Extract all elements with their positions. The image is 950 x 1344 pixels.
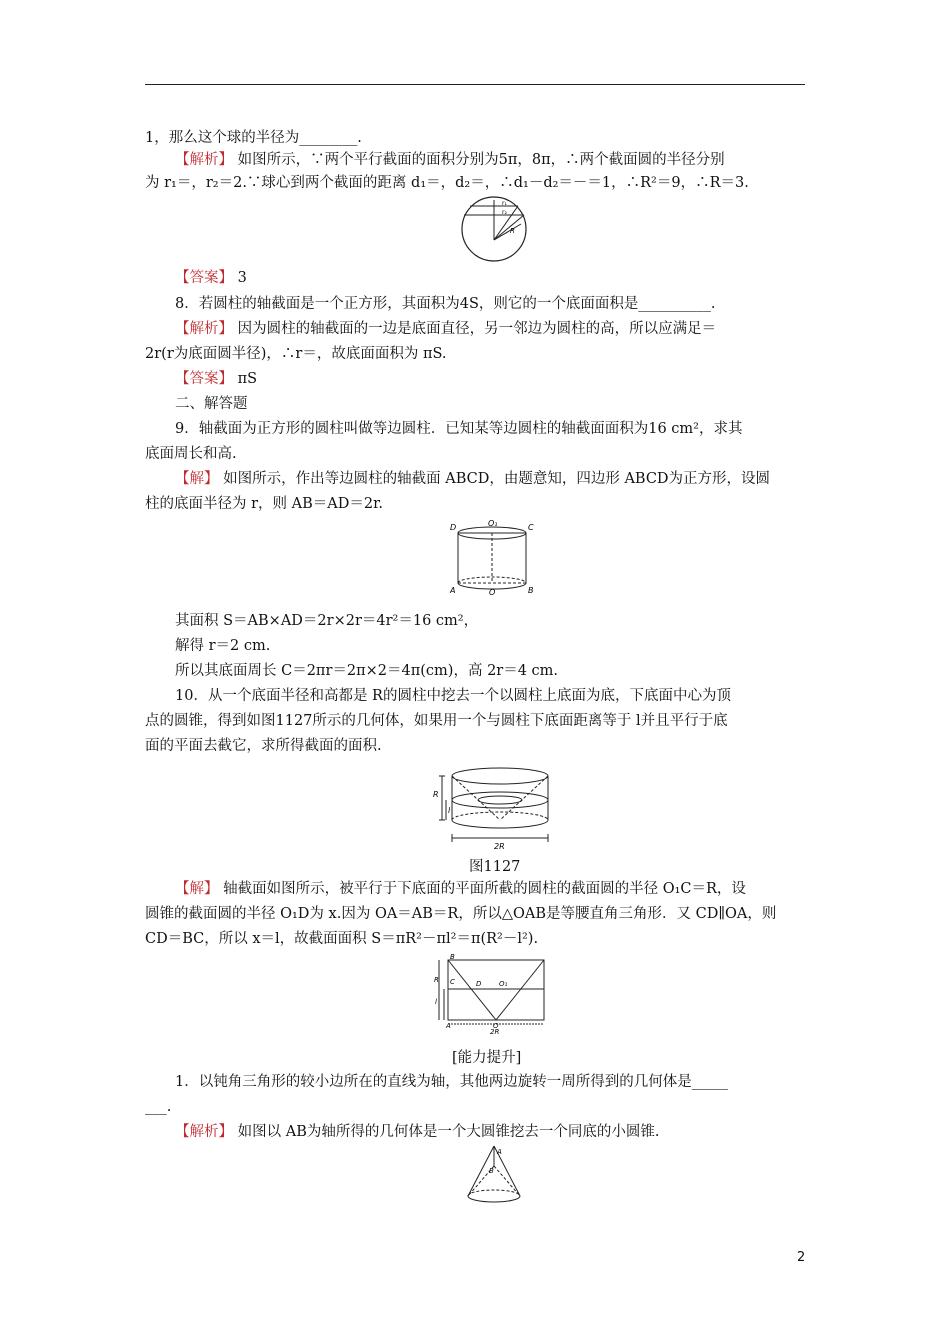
fig-label: r₂ bbox=[502, 209, 507, 216]
text-line: 【解析】 因为圆柱的轴截面的一边是底面直径，另一邻边为圆柱的高，所以应满足＝ bbox=[175, 321, 717, 337]
answer-tag: 【答案】 bbox=[175, 371, 233, 387]
solution-tag: 【解】 bbox=[175, 471, 219, 487]
text-line: 【解】 轴截面如图所示，被平行于下底面的平面所截的圆柱的截面圆的半径 O₁C＝R，设 bbox=[175, 881, 746, 897]
text-line: 所以其底面周长 C＝2πr＝2π×2＝4π(cm)，高 2r＝4 cm. bbox=[175, 663, 559, 679]
text-line: CD＝BC，所以 x＝l，故截面面积 S＝πR²－πl²＝π(R²－l²). bbox=[145, 931, 539, 947]
fig-label: A bbox=[497, 1148, 502, 1156]
text-line: ___. bbox=[145, 1099, 172, 1115]
fig-label: 2R bbox=[490, 1028, 500, 1034]
fig-label: A bbox=[450, 586, 456, 595]
text-line: 面的平面去截它，求所得截面的面积. bbox=[145, 738, 382, 754]
fig-label: R bbox=[433, 790, 439, 799]
fig-label: C bbox=[450, 978, 455, 986]
fig-label: B bbox=[528, 586, 534, 595]
analysis-tag: 【解析】 bbox=[175, 321, 233, 337]
fig-label: R bbox=[510, 227, 515, 235]
fig-label: 2R bbox=[494, 842, 505, 850]
fig-label: D bbox=[476, 980, 482, 988]
text-line: 2r(r为底面圆半径)，∴r＝，故底面面积为 πS. bbox=[145, 346, 447, 362]
text-line: 【解析】 如图以 AB为轴所得的几何体是一个大圆锥挖去一个同底的小圆锥. bbox=[175, 1124, 660, 1140]
analysis-tag: 【解析】 bbox=[175, 1124, 233, 1140]
text-line: 为 r₁＝，r₂＝2.∵球心到两个截面的距离 d₁＝，d₂＝，∴d₁－d₂＝－＝1，∴R²＝9，∴R＝3. bbox=[145, 175, 749, 191]
text-line: 【解析】 如图所示，∵两个平行截面的面积分别为5π，8π，∴两个截面圆的半径分别 bbox=[175, 152, 725, 168]
header-rule bbox=[145, 84, 805, 85]
fig-label: D bbox=[450, 523, 457, 532]
fig-label: C bbox=[528, 523, 534, 532]
fig-label: O₁ bbox=[499, 980, 508, 988]
text-line: 【答案】 3 bbox=[175, 270, 247, 286]
fig-label: A bbox=[446, 1022, 451, 1030]
section-title: [能力提升] bbox=[452, 1050, 522, 1066]
hollowed-cylinder-figure bbox=[432, 764, 556, 850]
text-line: 圆锥的截面圆的半径 O₁D为 x.因为 OA＝AB＝R，所以△OAB是等腰直角三角形．又 CD∥OA，则 bbox=[145, 906, 777, 922]
analysis-tag: 【解析】 bbox=[175, 152, 233, 168]
section-heading: 二、解答题 bbox=[175, 396, 248, 412]
figure-caption: 图1127 bbox=[469, 859, 521, 875]
page-number: 2 bbox=[797, 1250, 806, 1265]
fig-label: O bbox=[493, 1022, 499, 1030]
text-line: 解得 r＝2 cm. bbox=[175, 638, 271, 654]
fig-label: l bbox=[435, 998, 437, 1006]
fig-label: O bbox=[489, 588, 496, 597]
text-line: 点的圆锥，得到如图1127所示的几何体，如果用一个与圆柱下底面距离等于 l并且平行于底 bbox=[145, 713, 728, 729]
fig-label: l bbox=[448, 806, 451, 815]
fig-label: O₁ bbox=[488, 519, 498, 528]
text-line: 【答案】 πS bbox=[175, 371, 258, 387]
fig-label: R bbox=[434, 976, 439, 984]
text-line: 柱的底面半径为 r，则 AB＝AD＝2r. bbox=[145, 496, 384, 512]
text-line: 1．以钝角三角形的较小边所在的直线为轴，其他两边旋转一周所得到的几何体是_____ bbox=[175, 1074, 728, 1090]
fig-label: B bbox=[450, 953, 455, 961]
text-line: 其面积 S＝AB×AD＝2r×2r＝4r²＝16 cm²， bbox=[175, 613, 479, 629]
text-line: 9．轴截面为正方形的圆柱叫做等边圆柱．已知某等边圆柱的轴截面面积为16 cm²，求其 bbox=[175, 421, 743, 437]
fig-label: B bbox=[489, 1167, 494, 1175]
text-line: 【解】 如图所示，作出等边圆柱的轴截面 ABCD，由题意知，四边形 ABCD为正方形，设圆 bbox=[175, 471, 771, 487]
fig-label: r₁ bbox=[502, 200, 507, 207]
text-line: 1，那么这个球的半径为________. bbox=[145, 130, 362, 146]
axial-section-figure bbox=[434, 952, 552, 1034]
text-line: 8．若圆柱的轴截面是一个正方形，其面积为4S，则它的一个底面面积是__________. bbox=[175, 296, 716, 312]
text-line: 底面周长和高. bbox=[145, 446, 237, 462]
cone-figure bbox=[462, 1142, 526, 1208]
solution-tag: 【解】 bbox=[175, 881, 219, 897]
answer-tag: 【答案】 bbox=[175, 270, 233, 286]
text-line: 10．从一个底面半径和高都是 R的圆柱中挖去一个以圆柱上底面为底，下底面中心为顶 bbox=[175, 688, 731, 704]
cylinder-figure bbox=[448, 517, 536, 599]
sphere-section-figure bbox=[458, 196, 530, 262]
